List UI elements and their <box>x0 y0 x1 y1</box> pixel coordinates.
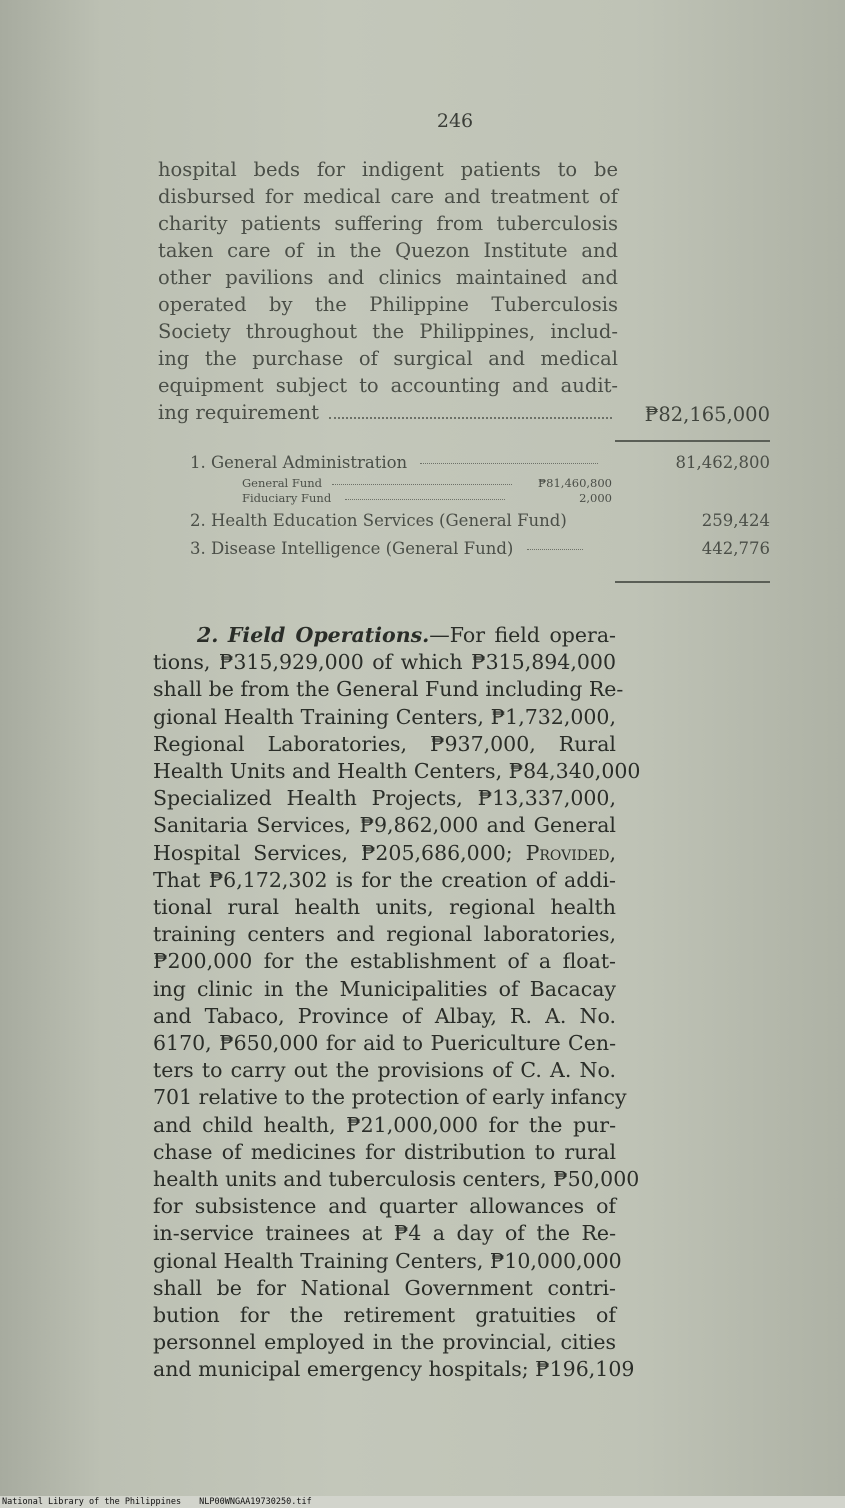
intro-line: operated by the Philippine Tuberculosis <box>158 293 618 316</box>
section-total: ₱82,165,000 <box>644 403 770 426</box>
dot-leader <box>329 417 612 419</box>
sub-amount: 2,000 <box>579 491 612 505</box>
divider <box>615 581 770 583</box>
field-line: bution for the retirement gratuities of <box>153 1303 616 1328</box>
field-line: 6170, ₱650,000 for aid to Puericulture Cen- <box>153 1031 616 1056</box>
field-line: and child health, ₱21,000,000 for the pur- <box>153 1112 616 1137</box>
field-line: chase of medicines for distribution to rural <box>153 1139 616 1164</box>
intro-line: Society throughout the Philippines, includ- <box>158 320 618 343</box>
field-line: ₱200,000 for the establishment of a float- <box>153 949 616 974</box>
item-amount: 81,462,800 <box>675 453 770 472</box>
page-number: 246 <box>436 110 474 132</box>
field-line: tional rural health units, regional health <box>153 895 616 920</box>
provided-keyword: Provided, <box>525 840 616 865</box>
item-label: 2. Health Education Services (General Fund) <box>190 511 567 530</box>
field-line: That ₱6,172,302 is for the creation of addi- <box>153 867 616 892</box>
scan-footer <box>0 1496 845 1508</box>
item-label: 1. General Administration <box>190 453 408 472</box>
divider <box>615 440 770 442</box>
field-line: ing clinic in the Municipalities of Bacacay <box>153 976 616 1001</box>
field-line: 701 relative to the protection of early infancy <box>153 1085 627 1110</box>
intro-last-text: ing requirement <box>158 401 319 424</box>
sub-label: General Fund <box>242 476 323 490</box>
field-line: training centers and regional laboratories, <box>153 922 616 947</box>
field-line: for subsistence and quarter allowances of <box>153 1194 616 1219</box>
field-line: ters to carry out the provisions of C. A. No. <box>153 1058 616 1083</box>
field-line: health units and tuberculosis centers, ₱50,000 <box>153 1167 640 1192</box>
item-label: 3. Disease Intelligence (General Fund) <box>190 539 514 558</box>
intro-line: disbursed for medical care and treatment of <box>158 185 618 208</box>
footer-library: National Library of the Philippines <box>2 1497 182 1507</box>
footer-file: NLP00WNGAA19730250.tif <box>199 1497 312 1507</box>
field-line: Health Units and Health Centers, ₱84,340,000 <box>153 759 641 784</box>
sub-amount: ₱81,460,800 <box>538 476 612 490</box>
intro-line: ing the purchase of surgical and medical <box>158 347 618 370</box>
intro-line: hospital beds for indigent patients to be <box>158 158 618 181</box>
field-line: Sanitaria Services, ₱9,862,000 and General <box>153 813 616 838</box>
items-breakdown <box>190 452 770 562</box>
field-line: Specialized Health Projects, ₱13,337,000, <box>153 786 616 811</box>
item-general-administration <box>190 452 770 476</box>
intro-line: charity patients suffering from tuberculosis <box>158 212 618 235</box>
dot-leader <box>527 549 583 550</box>
dot-leader <box>345 499 505 500</box>
field-line: personnel employed in the provincial, cities <box>153 1330 616 1355</box>
sub-fiduciary-fund <box>190 491 612 506</box>
intro-paragraph <box>158 156 618 426</box>
field-line: and Tabaco, Province of Albay, R. A. No. <box>153 1003 616 1028</box>
intro-last-line <box>158 399 618 426</box>
field-first-line <box>153 622 616 649</box>
intro-line: taken care of in the Quezon Institute and <box>158 239 618 262</box>
field-number: 2. <box>197 623 219 647</box>
field-line: gional Health Training Centers, ₱1,732,000, <box>153 704 616 729</box>
intro-line: equipment subject to accounting and audit- <box>158 374 618 397</box>
field-line: gional Health Training Centers, ₱10,000,000 <box>153 1248 622 1273</box>
field-line: tions, ₱315,929,000 of which ₱315,894,000 <box>153 650 616 675</box>
sub-label: Fiduciary Fund <box>242 491 332 505</box>
field-line: Regional Laboratories, ₱937,000, Rural <box>153 731 616 756</box>
item-amount: 442,776 <box>701 539 770 558</box>
field-heading: Field Operations. <box>227 623 430 647</box>
item-health-education <box>190 510 770 534</box>
dot-leader <box>420 463 598 464</box>
field-operations-paragraph <box>153 622 641 1384</box>
provided-before: Hospital Services, ₱205,686,000; <box>153 840 513 865</box>
item-disease-intelligence <box>190 538 770 562</box>
intro-line: other pavilions and clinics maintained and <box>158 266 618 289</box>
field-first-rest: —For field opera- <box>429 623 616 647</box>
field-line: shall be for National Government contri- <box>153 1275 616 1300</box>
field-line: shall be from the General Fund including Re- <box>153 677 624 702</box>
field-line: in-service trainees at ₱4 a day of the Re- <box>153 1221 616 1246</box>
field-line: and municipal emergency hospitals; ₱196,109 <box>153 1357 635 1382</box>
dot-leader <box>332 484 512 485</box>
sub-general-fund <box>190 476 612 491</box>
item-amount: 259,424 <box>701 511 770 530</box>
field-line-provided <box>153 840 616 867</box>
